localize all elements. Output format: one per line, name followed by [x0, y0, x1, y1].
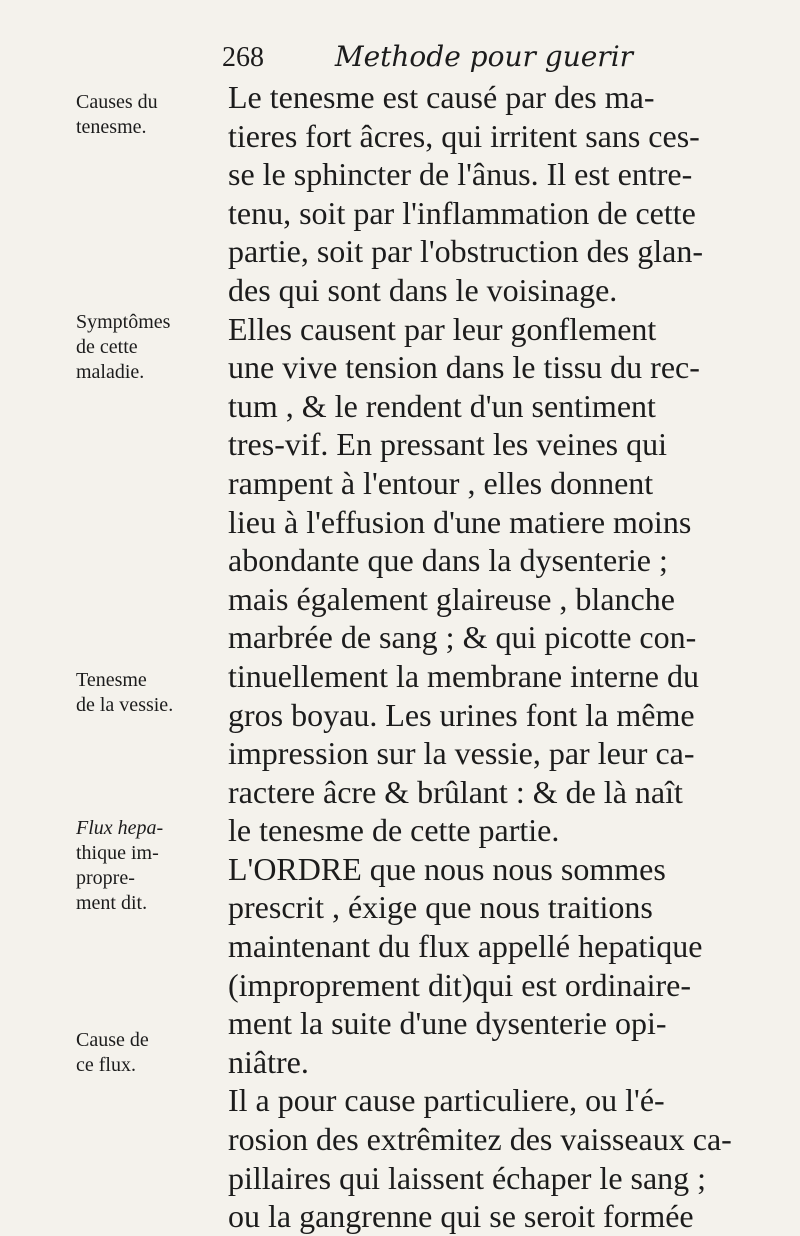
text-line: partie, soit par l'obstruction des glan- [228, 233, 703, 270]
margin-note-line: maladie. [76, 361, 145, 383]
text-line: ractere âcre & brûlant : & de là naît [228, 773, 683, 810]
text-line: rosion des extrêmitez des vaisseaux ca- [228, 1121, 732, 1158]
text-line: Elles causent par leur gonflement [228, 310, 657, 347]
margin-note-line: thique im- [76, 842, 159, 864]
margin-note-line: ce flux. [76, 1054, 136, 1076]
text-line: ment la suite d'une dysenterie opi- [228, 1005, 667, 1042]
margin-note-causes [76, 90, 226, 140]
margin-note-line: Flux hepa- [76, 817, 164, 839]
page-number: 268 [222, 42, 264, 73]
margin-note-line: Causes du [76, 91, 158, 113]
margin-note-tenesme-vessie [76, 668, 226, 718]
margin-note-line: Tenesme [76, 669, 147, 691]
text-line: L'ORDRE que nous nous sommes [228, 850, 666, 887]
text-line: Il a pour cause particuliere, ou l'é- [228, 1082, 665, 1119]
text-line: rampent à l'entour , elles donnent [228, 464, 654, 501]
text-line: maintenant du flux appellé hepatique [228, 928, 703, 965]
text-line: tenu, soit par l'inflammation de cette [228, 194, 696, 231]
margin-note-line: de cette [76, 336, 138, 358]
margin-note-line: Symptômes [76, 311, 171, 333]
text-line: marbrée de sang ; & qui picotte con- [228, 619, 697, 656]
text-line: niâtre. [228, 1043, 309, 1080]
text-line: tinuellement la membrane interne du [228, 657, 699, 694]
margin-note-flux [76, 816, 226, 916]
text-line: tum , & le rendent d'un sentiment [228, 387, 656, 424]
text-line: des qui sont dans le voisinage. [228, 271, 618, 308]
margin-note-line: propre- [76, 867, 135, 889]
text-line: pillaires qui laissent échaper le sang ; [228, 1159, 707, 1196]
text-line: mais également glaireuse , blanche [228, 580, 675, 617]
body-text [228, 78, 763, 1236]
text-line: une vive tension dans le tissu du rec- [228, 349, 700, 386]
text-line: gros boyau. Les urines font la même [228, 696, 695, 733]
text-line: le tenesme de cette partie. [228, 812, 560, 849]
running-title: Methode pour guerir [334, 40, 634, 73]
text-line: prescrit , éxige que nous traitions [228, 889, 653, 926]
text-line: se le sphincter de l'ânus. Il est entre- [228, 156, 693, 193]
text-line: tieres fort âcres, qui irritent sans ces- [228, 117, 700, 154]
text-line: lieu à l'effusion d'une matiere moins [228, 503, 692, 540]
margin-note-line: Cause de [76, 1029, 149, 1051]
margin-note-line: de la vessie. [76, 694, 174, 716]
text-line: (improprement dit)qui est ordinaire- [228, 966, 691, 1003]
margin-note-line: ment dit. [76, 892, 148, 914]
margin-note-cause-flux [76, 1028, 226, 1078]
margin-note-line: tenesme. [76, 116, 147, 138]
running-header [222, 40, 633, 74]
margin-note-symptoms [76, 310, 226, 385]
text-line: abondante que dans la dysenterie ; [228, 542, 668, 579]
text-line: Le tenesme est causé par des ma- [228, 79, 655, 115]
text-line: impression sur la vessie, par leur ca- [228, 735, 695, 772]
text-line: ou la gangrenne qui se seroit formée [228, 1198, 694, 1235]
text-line: tres-vif. En pressant les veines qui [228, 426, 667, 463]
